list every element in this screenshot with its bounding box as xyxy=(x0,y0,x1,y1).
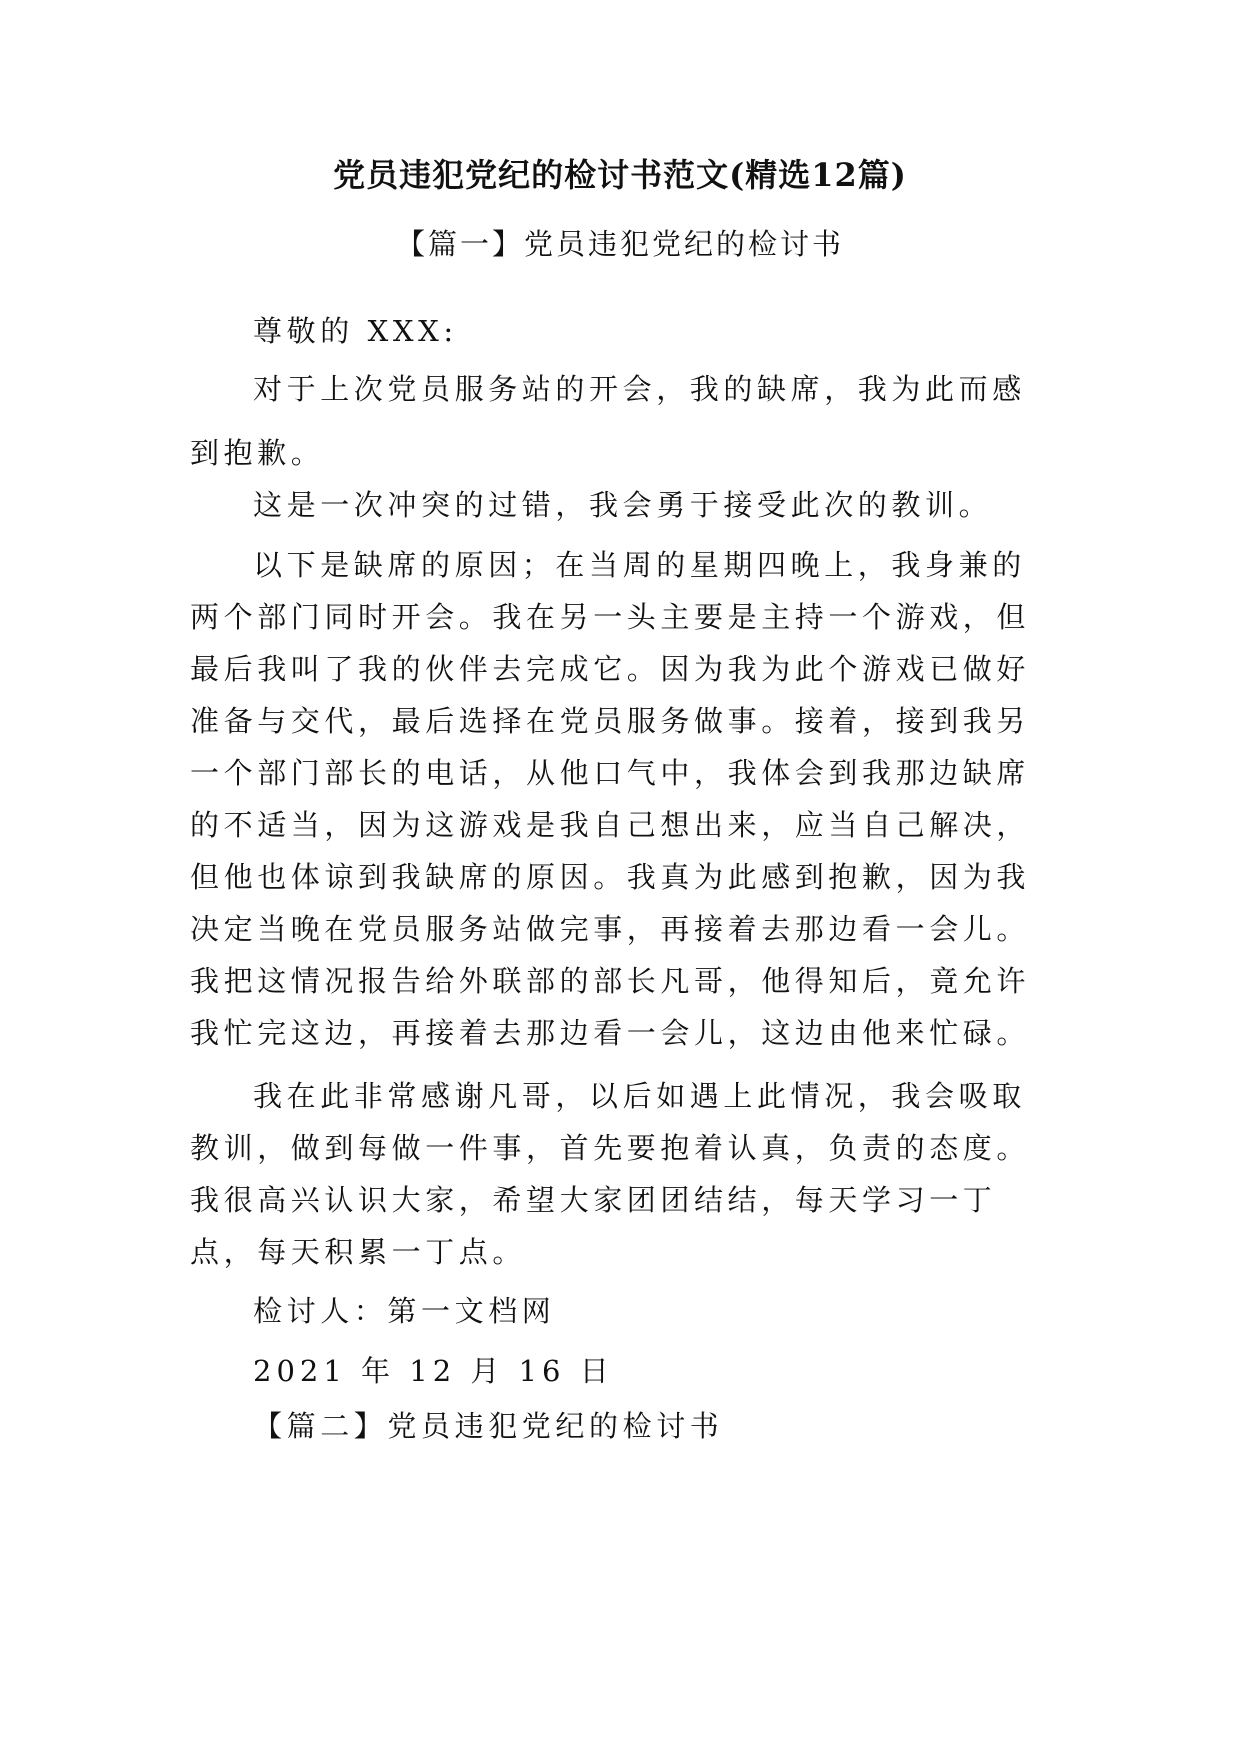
paragraph-thanks: 我在此非常感谢凡哥，以后如遇上此情况，我会吸取教训，做到每做一件事，首先要抱着认真，负责的态度。我很高兴认识大家，希望大家团团结结，每天学习一丁点，每天积累一丁点。 xyxy=(190,1079,1031,1269)
paragraph-reason: 以下是缺席的原因；在当周的星期四晚上，我身兼的两个部门同时开会。我在另一头主要是主持一个游戏，但最后我叫了我的伙伴去完成它。因为我为此个游戏已做好准备与交代，最后选择在党员服务做事。接着，接到我另一个部门部长的电话，从他口气中，我体会到我那边缺席的不适当，因为这游戏是我自己想出来，应当自己解决，但他也体谅到我缺席的原因。我真为此感到抱歉，因为我决定当晚在党员服务站做完事，再接着去那边看一会儿。我把这情况报告给外联部的部长凡哥，他得知后，竟允许我忙完这边，再接着去那边看一会儿，这边由他来忙碌。 xyxy=(190,548,1031,1050)
paragraph-lesson: 这是一次冲突的过错，我会勇于接受此次的教训。 xyxy=(253,488,993,522)
date-line: 2021 年 12 月 16 日 xyxy=(253,1354,614,1388)
section-two-heading: 【篇二】党员违犯党纪的检讨书 xyxy=(253,1409,724,1443)
paragraph-apology: 对于上次党员服务站的开会，我的缺席，我为此而感到抱歉。 xyxy=(190,372,1026,470)
signature-line: 检讨人：第一文档网 xyxy=(253,1294,556,1328)
salutation: 尊敬的 XXX: xyxy=(253,314,458,348)
section-one-heading: 【篇一】党员违犯党纪的检讨书 xyxy=(395,227,844,261)
document-title: 党员违犯党纪的检讨书范文(精选12篇) xyxy=(333,156,907,194)
